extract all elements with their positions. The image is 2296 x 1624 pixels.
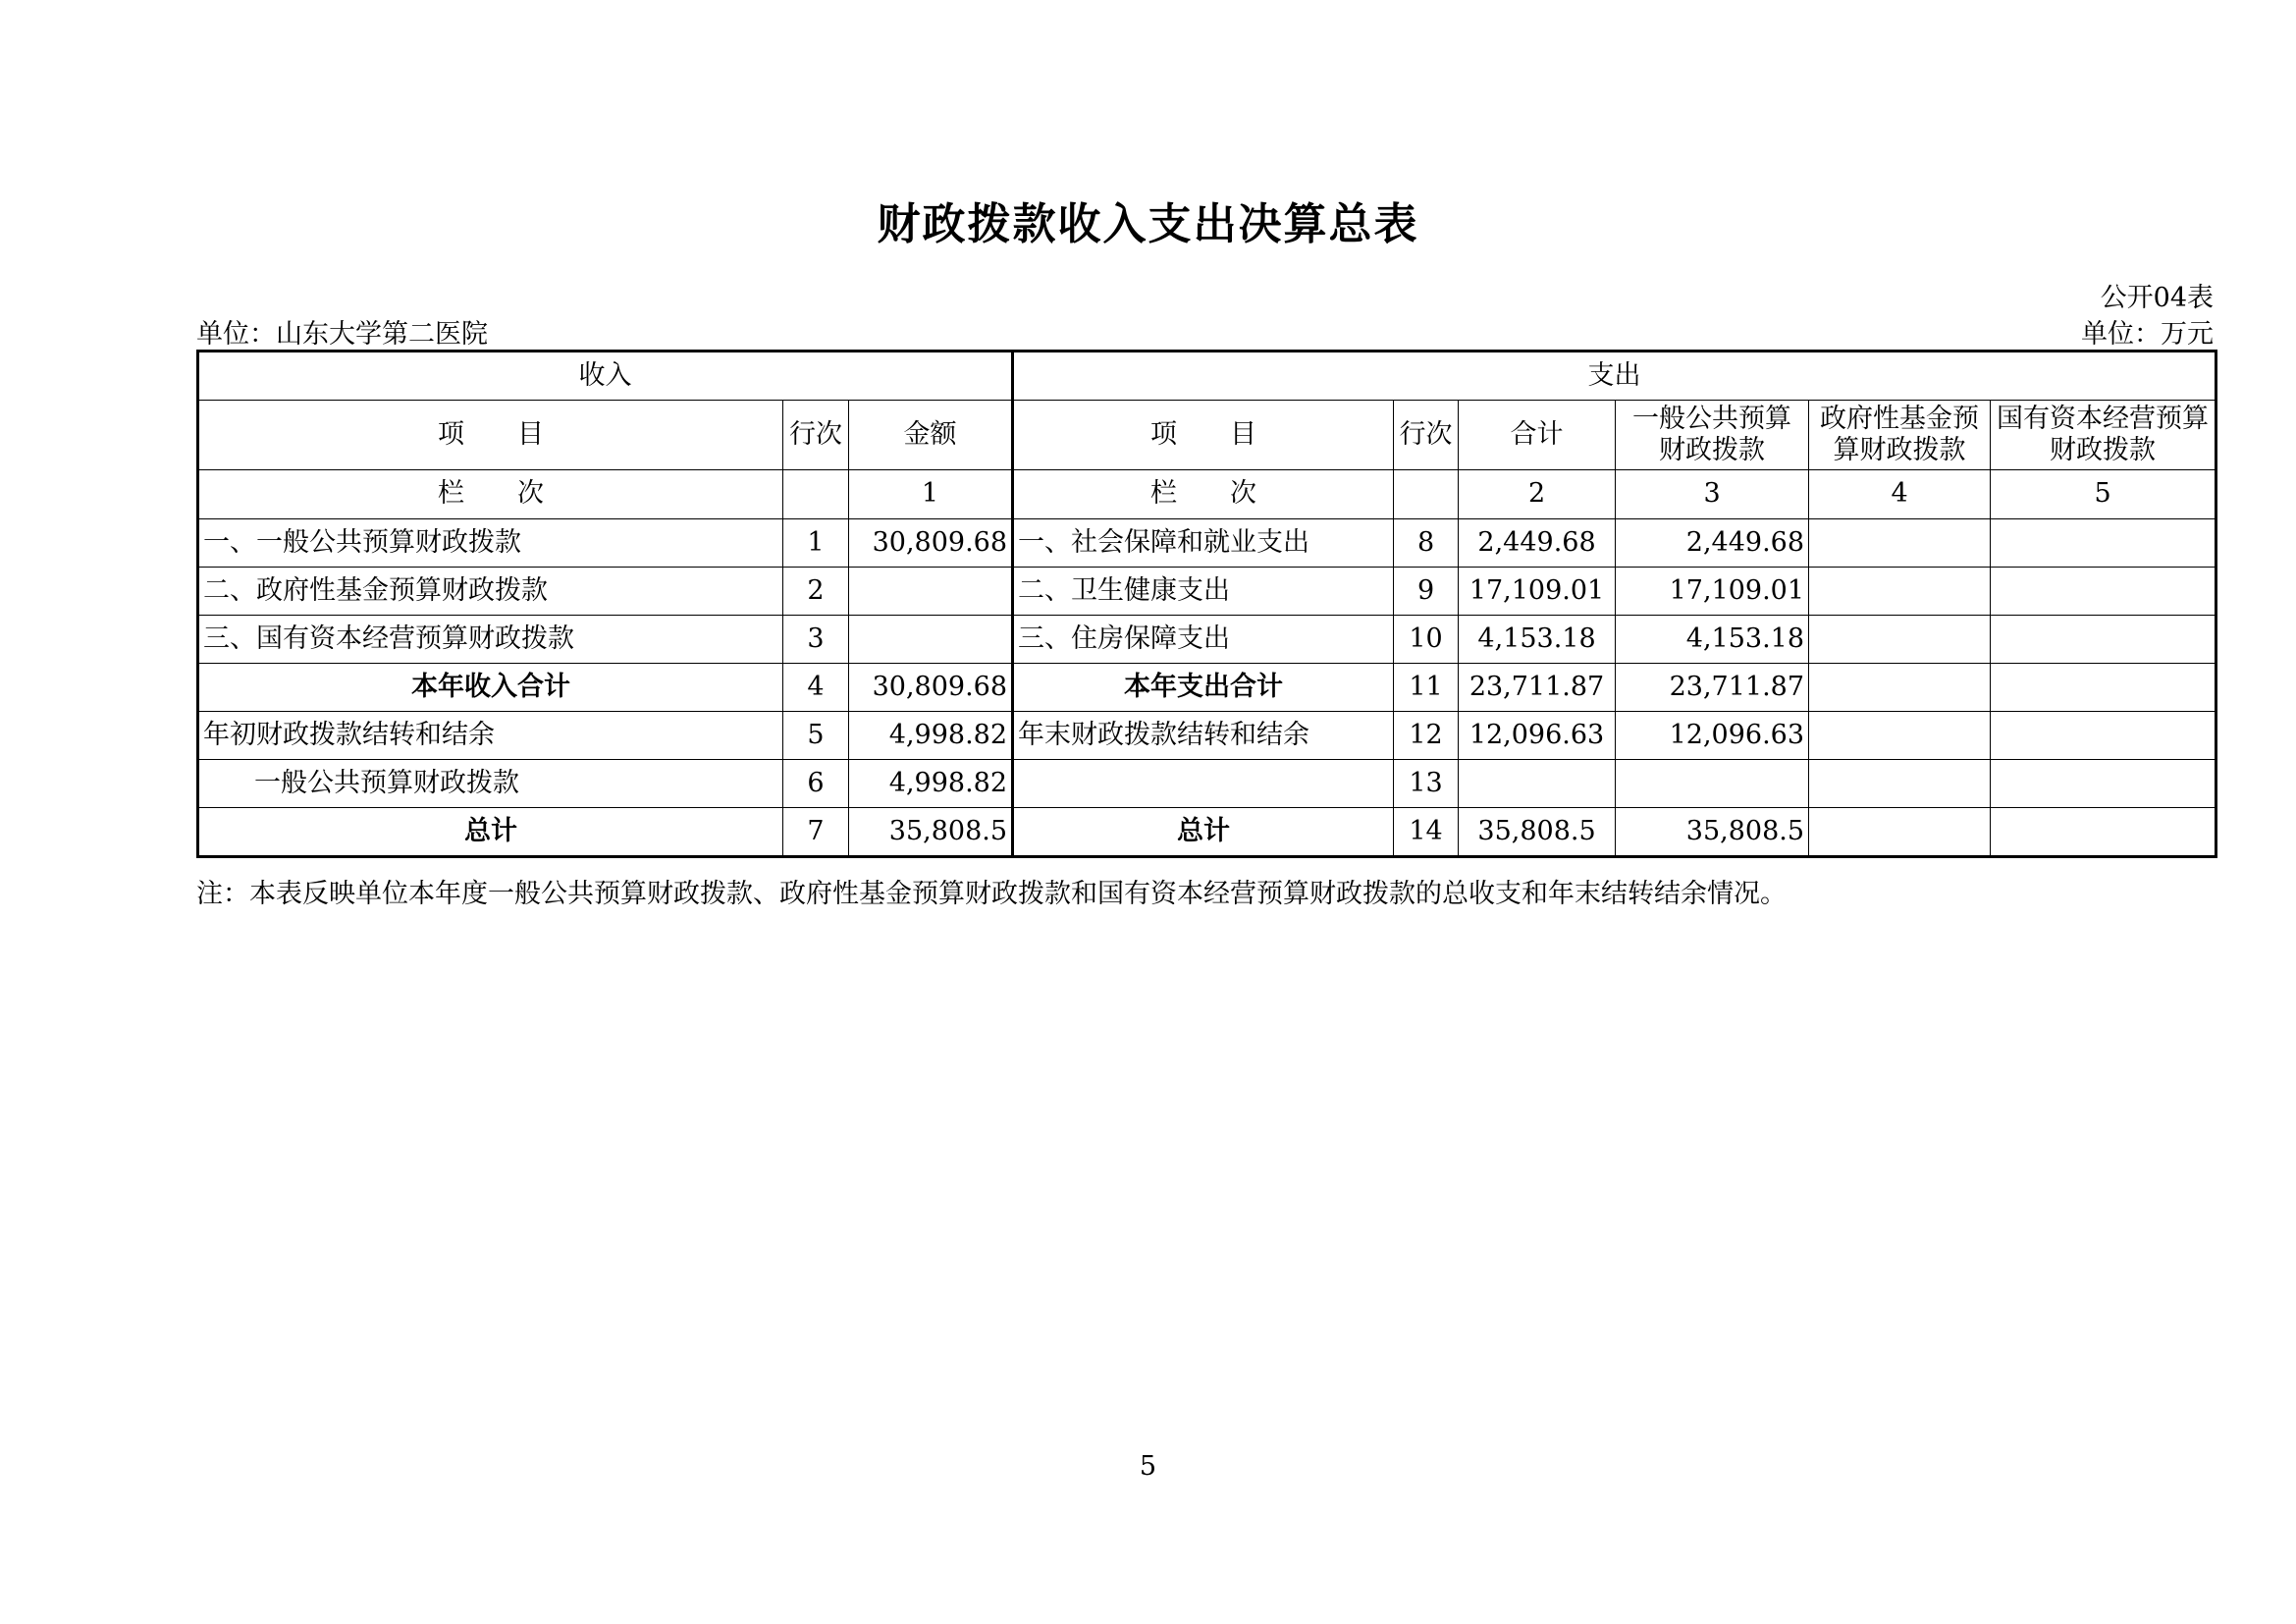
- expense-gov-fund-index: 4: [1809, 470, 1991, 519]
- expense-item: 年末财政拨款结转和结余: [1013, 712, 1394, 760]
- table-row: [198, 712, 2216, 760]
- expense-total: 35,808.5: [1459, 808, 1616, 857]
- expense-state-capital: [1991, 568, 2216, 616]
- income-amount: 35,808.5: [849, 808, 1013, 857]
- income-amount: 30,809.68: [849, 664, 1013, 712]
- expense-item: 二、卫生健康支出: [1013, 568, 1394, 616]
- fiscal-appropriation-table: [196, 350, 2217, 858]
- header-income-row: 行次: [783, 401, 849, 470]
- income-row-no: 7: [783, 808, 849, 857]
- expense-row-index-cell: [1394, 470, 1459, 519]
- expense-total-index: 2: [1459, 470, 1616, 519]
- expense-general: 4,153.18: [1616, 616, 1809, 664]
- expense-gov-fund: [1809, 712, 1991, 760]
- income-row-no: 6: [783, 760, 849, 808]
- expense-gov-fund: [1809, 568, 1991, 616]
- expense-row-no: 14: [1394, 808, 1459, 857]
- expense-gov-fund: [1809, 664, 1991, 712]
- expense-item: 三、住房保障支出: [1013, 616, 1394, 664]
- expense-subtotal-label: 本年支出合计: [1013, 664, 1394, 712]
- income-row-no: 3: [783, 616, 849, 664]
- income-amount: [849, 616, 1013, 664]
- header-expense-row: 行次: [1394, 401, 1459, 470]
- expense-row-no: 12: [1394, 712, 1459, 760]
- income-item: 一般公共预算财政拨款: [198, 760, 783, 808]
- expense-item: [1013, 760, 1394, 808]
- table-row-grand-total: [198, 808, 2216, 857]
- column-index-row: [198, 470, 2216, 519]
- unit-currency: 单位：万元: [2081, 319, 2214, 350]
- table-note: 注：本表反映单位本年度一般公共预算财政拨款、政府性基金预算财政拨款和国有资本经营预算财政拨款的总收支和年末结转结余情况。: [196, 879, 1787, 909]
- expense-general-index: 3: [1616, 470, 1809, 519]
- income-item: 三、国有资本经营预算财政拨款: [198, 616, 783, 664]
- table-row: [198, 760, 2216, 808]
- table-row: [198, 568, 2216, 616]
- expense-general: 23,711.87: [1616, 664, 1809, 712]
- income-amount-index: 1: [849, 470, 1013, 519]
- header-expense-general: 一般公共预算财政拨款: [1616, 401, 1809, 470]
- income-item: 二、政府性基金预算财政拨款: [198, 568, 783, 616]
- header-income-item: 项 目: [198, 401, 783, 470]
- income-amount: 4,998.82: [849, 760, 1013, 808]
- expense-general: 35,808.5: [1616, 808, 1809, 857]
- expense-total: 17,109.01: [1459, 568, 1616, 616]
- header-expense-total: 合计: [1459, 401, 1616, 470]
- expense-item: 一、社会保障和就业支出: [1013, 519, 1394, 568]
- expense-state-capital-index: 5: [1991, 470, 2216, 519]
- header-expense-gov-fund: 政府性基金预算财政拨款: [1809, 401, 1991, 470]
- page-title: 财政拨款收入支出决算总表: [877, 199, 1419, 249]
- expense-state-capital: [1991, 664, 2216, 712]
- expense-total: 23,711.87: [1459, 664, 1616, 712]
- form-code: 公开04表: [2100, 283, 2214, 313]
- expense-gov-fund: [1809, 616, 1991, 664]
- expense-grand-total-label: 总计: [1013, 808, 1394, 857]
- expense-total: 2,449.68: [1459, 519, 1616, 568]
- table-row: [198, 519, 2216, 568]
- table-row-subtotal: [198, 664, 2216, 712]
- expense-section-header: 支出: [1013, 352, 2216, 401]
- unit-organization: 单位：山东大学第二医院: [196, 319, 488, 350]
- expense-general: 17,109.01: [1616, 568, 1809, 616]
- column-header-row: [198, 401, 2216, 470]
- income-row-index-cell: [783, 470, 849, 519]
- expense-gov-fund: [1809, 760, 1991, 808]
- income-grand-total-label: 总计: [198, 808, 783, 857]
- income-amount: [849, 568, 1013, 616]
- expense-row-no: 10: [1394, 616, 1459, 664]
- income-section-header: 收入: [198, 352, 1013, 401]
- income-row-no: 1: [783, 519, 849, 568]
- expense-general: [1616, 760, 1809, 808]
- expense-column-index-label: 栏 次: [1013, 470, 1394, 519]
- income-row-no: 5: [783, 712, 849, 760]
- expense-state-capital: [1991, 616, 2216, 664]
- page-number: 5: [1139, 1451, 1157, 1482]
- income-row-no: 2: [783, 568, 849, 616]
- income-item: 年初财政拨款结转和结余: [198, 712, 783, 760]
- header-expense-item: 项 目: [1013, 401, 1394, 470]
- income-amount: 4,998.82: [849, 712, 1013, 760]
- section-header-row: [198, 352, 2216, 401]
- expense-general: 2,449.68: [1616, 519, 1809, 568]
- expense-gov-fund: [1809, 519, 1991, 568]
- expense-total: 12,096.63: [1459, 712, 1616, 760]
- expense-row-no: 13: [1394, 760, 1459, 808]
- expense-total: 4,153.18: [1459, 616, 1616, 664]
- income-item: 一、一般公共预算财政拨款: [198, 519, 783, 568]
- expense-row-no: 8: [1394, 519, 1459, 568]
- expense-state-capital: [1991, 808, 2216, 857]
- expense-gov-fund: [1809, 808, 1991, 857]
- expense-row-no: 11: [1394, 664, 1459, 712]
- header-income-amount: 金额: [849, 401, 1013, 470]
- income-subtotal-label: 本年收入合计: [198, 664, 783, 712]
- expense-state-capital: [1991, 519, 2216, 568]
- expense-state-capital: [1991, 712, 2216, 760]
- income-row-no: 4: [783, 664, 849, 712]
- expense-state-capital: [1991, 760, 2216, 808]
- expense-row-no: 9: [1394, 568, 1459, 616]
- expense-total: [1459, 760, 1616, 808]
- expense-general: 12,096.63: [1616, 712, 1809, 760]
- table-row: [198, 616, 2216, 664]
- income-column-index-label: 栏 次: [198, 470, 783, 519]
- header-expense-state-capital: 国有资本经营预算财政拨款: [1991, 401, 2216, 470]
- income-amount: 30,809.68: [849, 519, 1013, 568]
